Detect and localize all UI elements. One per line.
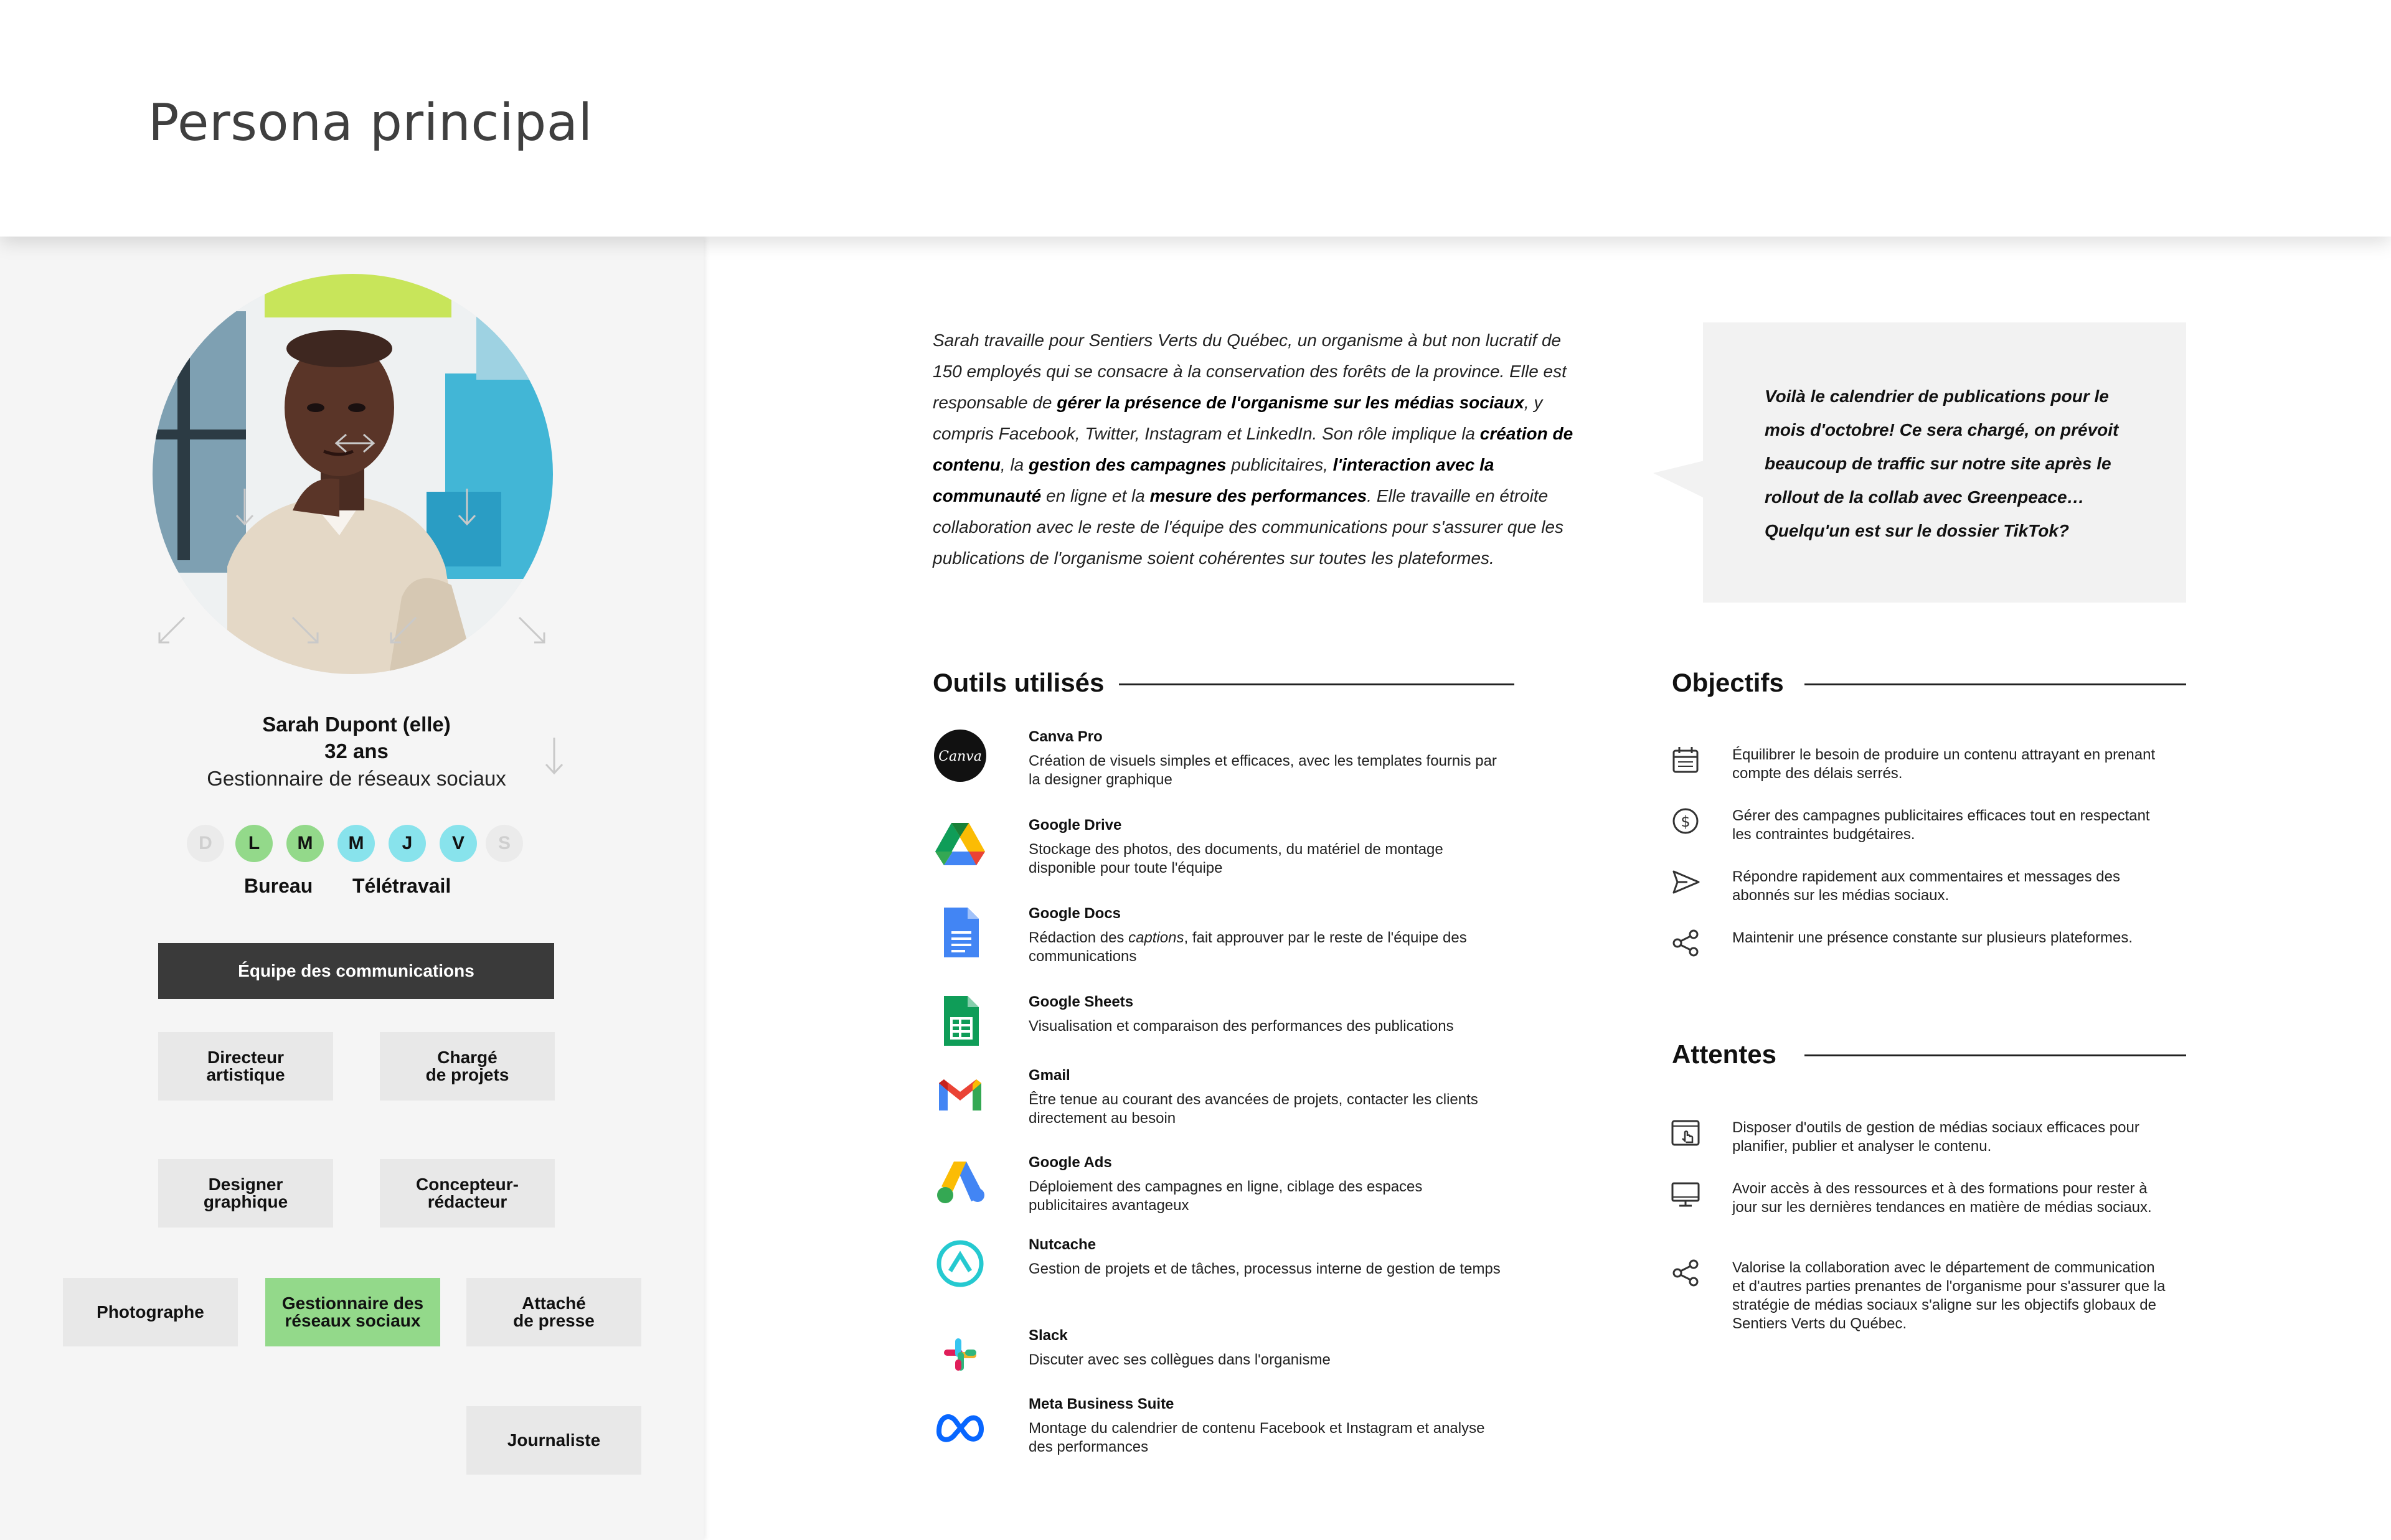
description-highlight: l'interaction avec la communauté bbox=[933, 455, 1494, 505]
org-press-attache: Attaché de presse bbox=[466, 1278, 641, 1346]
tool-description: Déploiement des campagnes en ligne, ciblage des espaces publicitaires avantageux bbox=[1029, 1178, 1423, 1214]
tool-name: Gmail bbox=[1029, 1067, 1070, 1084]
speech-bubble-tail bbox=[1653, 461, 1704, 498]
slack-icon bbox=[933, 1327, 988, 1382]
tool-description-text: , fait approuver par le reste de l'équipe des communications bbox=[1029, 929, 1467, 965]
google-docs-icon bbox=[933, 905, 988, 960]
tool-name: Nutcache bbox=[1029, 1236, 1096, 1253]
monitor-icon bbox=[1669, 1177, 1702, 1211]
objectives-title: Objectifs bbox=[1672, 668, 1784, 697]
persona-sidebar bbox=[0, 237, 704, 1540]
canva-icon bbox=[933, 728, 988, 783]
share-icon bbox=[1669, 926, 1702, 960]
diagonal-arrow-icon bbox=[519, 617, 544, 642]
diagonal-arrow-icon bbox=[159, 617, 184, 642]
page-header bbox=[0, 0, 2391, 237]
description-highlight: gestion des campagnes bbox=[1029, 455, 1227, 474]
expectations-title: Attentes bbox=[1672, 1040, 1777, 1069]
gmail-icon bbox=[933, 1067, 988, 1122]
svg-text:Canva: Canva bbox=[938, 749, 982, 764]
persona-name: Sarah Dupont (elle) bbox=[262, 713, 451, 736]
dollar-icon bbox=[1669, 804, 1702, 838]
expectations-item: Disposer d'outils de gestion de médias sociaux efficaces pour planifier, publier et analyser le contenu. bbox=[1732, 1119, 2139, 1155]
expectations-item: Valorise la collaboration avec le département de communication et d'autres parties prenantes de l'organisme pour s'assurer que la stratégie de médias sociaux s'aligne sur les objectifs globaux de Sentiers Verts du Québec. bbox=[1732, 1259, 2166, 1332]
description-highlight: création de contenu bbox=[933, 424, 1573, 474]
description-text: Sarah travaille pour Sentiers Verts du Québec, un organisme à but non lucratif de 150 employés qui se consacre à la conservation des forêts de la province. Elle est responsable de bbox=[933, 331, 1567, 412]
org-project-manager: Chargé de projets bbox=[380, 1032, 555, 1101]
description-text: publicitaires, bbox=[1226, 455, 1333, 474]
expectations-title-rule bbox=[1804, 1054, 2186, 1056]
legend-remote-label: Télétravail bbox=[352, 875, 451, 897]
org-graphic-designer: Designer graphique bbox=[158, 1159, 333, 1228]
objectives-item: Gérer des campagnes publicitaires efficaces tout en respectant les contraintes budgétaires. bbox=[1732, 807, 2150, 843]
tool-description: Être tenue au courant des avancées de projets, contacter les clients directement au besoin bbox=[1029, 1091, 1478, 1127]
org-art-director: Directeur artistique bbox=[158, 1032, 333, 1101]
tool-description: Stockage des photos, des documents, du matériel de montage disponible pour toute l'équipe bbox=[1029, 841, 1443, 876]
description-highlight: gérer la présence de l'organisme sur les médias sociaux bbox=[1057, 393, 1524, 412]
org-copywriter: Concepteur- rédacteur bbox=[380, 1159, 555, 1228]
persona-age: 32 ans bbox=[324, 739, 389, 763]
objectives-item: Équilibrer le besoin de produire un contenu attrayant en prenant compte des délais serrés. bbox=[1732, 746, 2156, 782]
page-title: Persona principal bbox=[148, 93, 593, 153]
description-text: , y compris Facebook, Twitter, Instagram et LinkedIn. Son rôle implique la bbox=[933, 393, 1543, 443]
persona-role: Gestionnaire de réseaux sociaux bbox=[207, 767, 506, 790]
description-text: en ligne et la bbox=[1041, 486, 1150, 505]
objectives-item: Répondre rapidement aux commentaires et messages des abonnés sur les médias sociaux. bbox=[1732, 868, 2120, 904]
share-icon bbox=[1669, 1256, 1702, 1290]
nutcache-icon bbox=[933, 1236, 988, 1291]
tool-description: Discuter avec ses collègues dans l'organisme bbox=[1029, 1351, 1331, 1368]
legend-office-label: Bureau bbox=[244, 875, 313, 897]
day-5-remote: V bbox=[440, 825, 477, 862]
tool-description bbox=[1029, 929, 1502, 966]
org-journalist: Journaliste bbox=[466, 1406, 641, 1475]
org-photographer: Photographe bbox=[63, 1278, 238, 1346]
tool-name: Meta Business Suite bbox=[1029, 1396, 1174, 1412]
description-highlight: mesure des performances bbox=[1149, 486, 1367, 505]
tool-name: Canva Pro bbox=[1029, 728, 1103, 745]
persona-quote: Voilà le calendrier de publications pour le mois d'octobre! Ce sera chargé, on prévoit beaucoup de traffic sur notre site après le rollout de la collab avec Greenpeace… Quelqu'un est sur le dossier TikTok? bbox=[1765, 387, 2119, 540]
objectives-item: Maintenir une présence constante sur plusieurs plateformes. bbox=[1732, 929, 2133, 946]
description-text: , la bbox=[1000, 455, 1029, 474]
tool-name: Google Ads bbox=[1029, 1154, 1112, 1171]
send-icon bbox=[1669, 865, 1702, 899]
org-social-media-manager: Gestionnaire des réseaux sociaux bbox=[265, 1278, 440, 1346]
day-0-off: D bbox=[187, 825, 224, 862]
google-sheets-icon bbox=[933, 993, 988, 1048]
tool-description: Création de visuels simples et efficaces, avec les templates fournis par la designer graphique bbox=[1029, 753, 1497, 788]
svg-text:$: $ bbox=[1681, 813, 1691, 830]
description-text: . Elle travaille en étroite collaboration avec le reste de l'équipe des communications pour s'assurer que les publications de l'organisme soient cohérentes sur toutes les plateformes. bbox=[933, 486, 1564, 568]
day-2-office: M bbox=[286, 825, 324, 862]
meta-icon bbox=[933, 1396, 988, 1450]
tool-description-emphasis: captions bbox=[1128, 929, 1184, 946]
tools-title: Outils utilisés bbox=[933, 668, 1105, 697]
team-title: Équipe des communications bbox=[158, 943, 554, 999]
tool-description: Gestion de projets et de tâches, processus interne de gestion de temps bbox=[1029, 1261, 1501, 1277]
calendar-icon bbox=[1669, 743, 1702, 777]
day-6-off: S bbox=[486, 825, 523, 862]
persona-description bbox=[933, 325, 1574, 574]
google-drive-icon bbox=[933, 817, 988, 871]
day-3-remote: M bbox=[337, 825, 375, 862]
persona-photo bbox=[153, 274, 553, 674]
tool-description: Visualisation et comparaison des performances des publications bbox=[1029, 1018, 1454, 1035]
day-4-remote: J bbox=[389, 825, 426, 862]
tool-name: Google Docs bbox=[1029, 905, 1121, 922]
tools-title-rule bbox=[1119, 683, 1514, 685]
tool-name: Google Drive bbox=[1029, 817, 1122, 833]
day-1-office: L bbox=[235, 825, 273, 862]
tool-name: Google Sheets bbox=[1029, 993, 1134, 1010]
touch-screen-icon bbox=[1669, 1116, 1702, 1150]
objectives-title-rule bbox=[1804, 683, 2186, 685]
expectations-item: Avoir accès à des ressources et à des formations pour rester à jour sur les dernières tendances en matière de médias sociaux. bbox=[1732, 1180, 2152, 1216]
tool-name: Slack bbox=[1029, 1327, 1068, 1344]
tool-description: Montage du calendrier de contenu Facebook et Instagram et analyse des performances bbox=[1029, 1420, 1485, 1455]
tool-description-text: Rédaction des bbox=[1029, 929, 1129, 946]
google-ads-icon bbox=[933, 1154, 988, 1209]
